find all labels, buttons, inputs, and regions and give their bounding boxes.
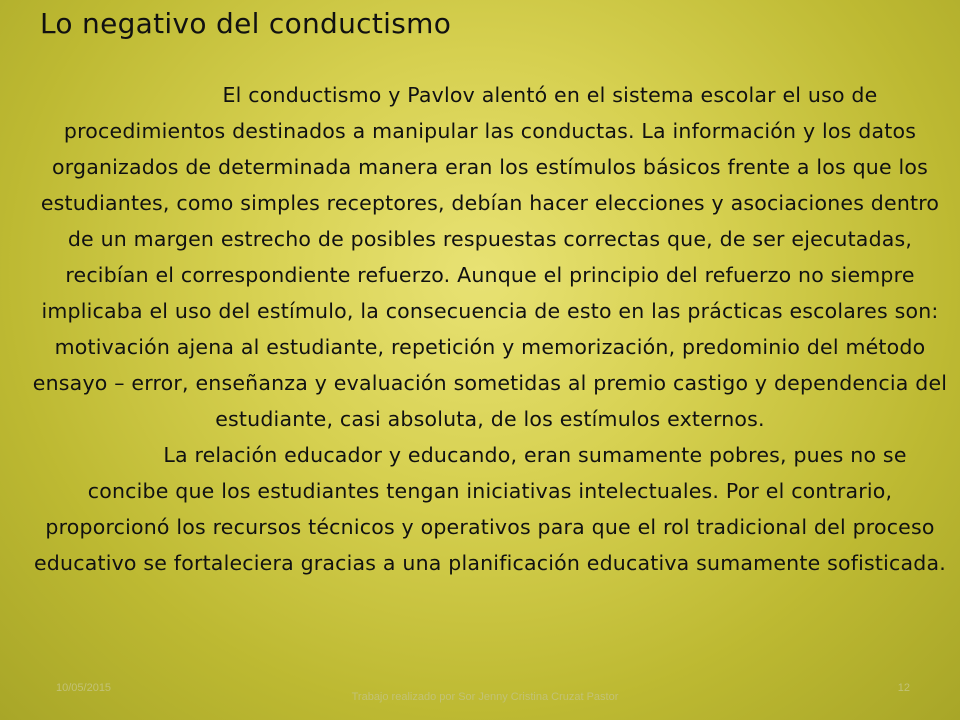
paragraph-1-text: El conductismo y Pavlov alentó en el sistema escolar el uso de procedimientos destinados a manipular las conductas. La información y los datos organizados de determinada manera eran los estímulos básicos frente a los que los estudiantes, como simples receptores, debían hacer elecciones y asociaciones dentro de un margen estrecho de posibles respuestas correctas que, de ser ejecutadas, recibían el correspondiente refuerzo. Aunque el principio del refuerzo no siempre implicaba el uso del estímulo, la consecuencia de esto en las prácticas escolares son: motivación ajena al estudiante, repetición y memorización, predominio del método ensayo – error, enseñanza y evaluación sometidas al premio castigo y dependencia del estudiante, casi absoluta, de los estímulos externos.	[32, 83, 948, 431]
paragraph-1	[30, 77, 950, 437]
footer-credit: Trabajo realizado por Sor Jenny Cristina Cruzat Pastor	[351, 691, 619, 703]
paragraph-2-text: La relación educador y educando, eran sumamente pobres, pues no se concibe que los estudiantes tengan iniciativas intelectuales. Por el contrario, proporcionó los recursos técnicos y operativos para que el rol tradicional del proceso educativo se fortaleciera gracias a una planificación educativa sumamente sofisticada.	[34, 443, 946, 575]
slide-title: Lo negativo del conductismo	[40, 7, 452, 40]
slide-body	[30, 77, 950, 581]
footer-date: 10/05/2015	[56, 682, 112, 694]
slide-number: 12	[897, 682, 910, 694]
paragraph-2	[30, 437, 950, 581]
